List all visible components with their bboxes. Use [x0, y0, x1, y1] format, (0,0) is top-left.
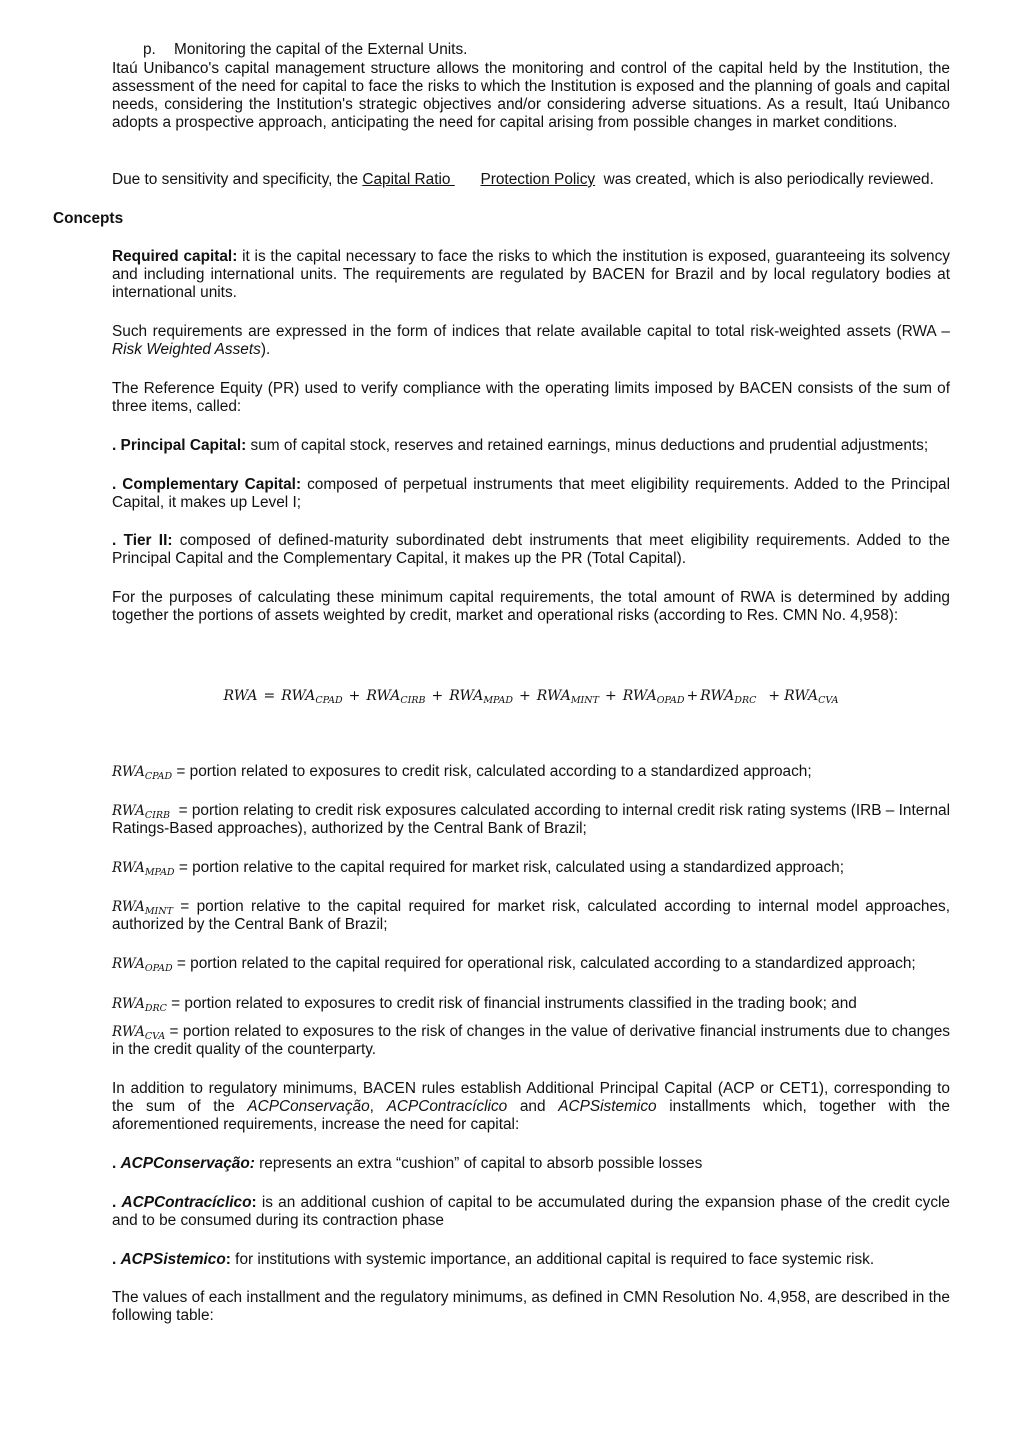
acp-sistemico-term: ACPSistemico [120, 1251, 226, 1268]
rwa-formula [0, 687, 1012, 705]
policy-text-before: Due to sensitivity and specificity, the [112, 171, 363, 188]
required-capital-text: it is the capital necessary to face the risks to which the institution is exposed, guaranteeing its solvency and including international units. The requirements are regulated by BACEN for Brazil and by local regulatory bodies at international units. [112, 248, 950, 301]
formula-lhs: RWA [223, 688, 258, 704]
purposes-paragraph: For the purposes of calculating these minimum capital requirements, the total amount of RWA is determined by adding together the portions of assets weighted by credit, market and operational risks (according to Res. CMN No. 4,958): [112, 589, 950, 624]
definition-cva [112, 1023, 950, 1059]
acp-sistemico-colon: : [225, 1251, 231, 1268]
formula-plus: + [686, 688, 699, 704]
formula-plus: + [431, 688, 444, 704]
acp-contraciclico-text: is an additional cushion of capital to be accumulated during the expansion phase of the credit cycle and to be consumed during its contraction phase [112, 1194, 950, 1229]
definition-mpad [112, 859, 950, 877]
definition-drc [112, 995, 950, 1013]
definition-mpad-text: = portion relative to the capital required for market risk, calculated using a standardized approach; [174, 859, 844, 876]
indices-text: Such requirements are expressed in the form of indices that relate available capital to total risk-weighted assets (RWA – [112, 323, 950, 340]
definition-cirb-text: = portion relating to credit risk exposures calculated according to internal credit risk rating systems (IRB – Internal Ratings-Based approaches), authorized by the Central Bank of Brazil; [112, 802, 955, 837]
definition-cpad-symbol: $RWA_{CPAD}$ [112, 764, 173, 782]
acp-sistemico-text: for institutions with systemic importance, an additional capital is required to face systemic risk. [230, 1251, 875, 1268]
additional-acp-conservacao: ACPConservação [247, 1098, 370, 1115]
definition-mpad-symbol: $RWA_{MPAD}$ [112, 860, 175, 878]
formula-plus: + [348, 688, 361, 704]
definition-mint-text: = portion relative to the capital required for market risk, calculated according to internal model approaches, authorized by the Central Bank of Brazil; [112, 898, 950, 933]
acp-sistemico-dot: . [112, 1251, 121, 1268]
tier2-text: composed of defined-maturity subordinated debt instruments that meet eligibility requirements. Added to the Principal Capital and the Complementary Capital, it makes up the PR (Total Capital). [112, 532, 950, 567]
acp-conservacao-paragraph [112, 1155, 950, 1173]
formula-plus: + [604, 688, 617, 704]
definition-opad [112, 955, 950, 973]
formula-term-mpad: $RWA_{MPAD}$ [449, 688, 514, 706]
additional-sep-2: and [507, 1098, 559, 1115]
definition-cva-symbol: $RWA_{CVA}$ [112, 1024, 166, 1042]
reference-equity-paragraph: The Reference Equity (PR) used to verify compliance with the operating limits imposed by BACEN consists of the sum of three items, called: [112, 380, 950, 415]
definition-mint [112, 898, 950, 934]
additional-acp-contraciclico: ACPContracíclico [386, 1098, 508, 1115]
acp-contraciclico-colon: : [251, 1194, 257, 1211]
acp-contraciclico-dot: . [112, 1194, 122, 1211]
definition-cirb-symbol: $RWA_{CIRB}$ [112, 803, 170, 821]
concepts-heading: Concepts [53, 210, 124, 227]
tier2-term: . Tier II: [112, 532, 173, 549]
complementary-capital-term: . Complementary Capital: [112, 476, 302, 493]
definition-mint-symbol: $RWA_{MINT}$ [112, 899, 173, 917]
indices-italic: Risk Weighted Assets [112, 341, 261, 358]
formula-term-drc: $RWA_{DRC}$ [700, 688, 757, 706]
complementary-capital-text: composed of perpetual instruments that meet eligibility requirements. Added to the Principal Capital, it makes up Level I; [112, 476, 950, 511]
acp-conservacao-term: ACPConservação: [120, 1155, 255, 1172]
policy-link-part1[interactable]: Capital Ratio [362, 171, 451, 188]
acp-conservacao-text: represents an extra “cushion” of capital to absorb possible losses [254, 1155, 703, 1172]
additional-acp-sistemico: ACPSistemico [558, 1098, 657, 1115]
acp-contraciclico-term: ACPContracíclico [121, 1194, 252, 1211]
indices-end: ). [260, 341, 271, 358]
intro-paragraph: Itaú Unibanco's capital management structure allows the monitoring and control of the capital held by the Institution, the assessment of the need for capital to face the risks to which the Institution is exposed and the planning of goals and capital needs, considering the Institution's strategic objectives and/or considering adverse situations. As a result, Itaú Unibanco adopts a prospective approach, anticipating the need for capital arising from possible changes in market conditions. [112, 60, 950, 131]
additional-capital-paragraph [112, 1080, 950, 1134]
definition-drc-text: = portion related to exposures to credit risk of financial instruments classified in the trading book; and [166, 995, 857, 1012]
acp-conservacao-dot: . [112, 1155, 121, 1172]
complementary-capital-paragraph [112, 476, 950, 512]
policy-link-part2[interactable]: Protection Policy [480, 171, 596, 188]
formula-term-opad: $RWA_{OPAD}$ [622, 688, 685, 706]
tier2-paragraph [112, 532, 950, 568]
definition-drc-symbol: $RWA_{DRC}$ [112, 996, 167, 1014]
principal-capital-text: sum of capital stock, reserves and retained earnings, minus deductions and prudential adjustments; [246, 437, 929, 454]
list-item-p [143, 41, 467, 59]
definition-opad-text: = portion related to the capital required for operational risk, calculated according to a standardized approach; [172, 955, 916, 972]
definition-cpad [112, 763, 950, 781]
principal-capital-term: . Principal Capital: [112, 437, 247, 454]
formula-term-cpad: $RWA_{CPAD}$ [281, 688, 343, 706]
formula-term-cirb: $RWA_{CIRB}$ [366, 688, 426, 706]
policy-link[interactable] [362, 171, 595, 188]
additional-sep-1: , [369, 1098, 387, 1115]
additional-text-1: In addition to regulatory minimums, BACEN rules establish Additional Principal Capital (ACP or CET1), corresponding to the sum of the [112, 1080, 950, 1115]
formula-term-cva: $RWA_{CVA}$ [784, 688, 839, 706]
list-item-text: Monitoring the capital of the External Units. [174, 41, 468, 58]
required-capital-term: Required capital: [112, 248, 238, 265]
list-marker: p. [143, 41, 156, 58]
indices-paragraph [112, 323, 950, 359]
formula-term-mint: $RWA_{MINT}$ [536, 688, 599, 706]
acp-contraciclico-paragraph [112, 1194, 950, 1230]
principal-capital-paragraph [112, 437, 950, 455]
policy-paragraph [112, 171, 950, 189]
definition-opad-symbol: $RWA_{OPAD}$ [112, 956, 173, 974]
definition-cva-text: = portion related to exposures to the risk of changes in the value of derivative financial instruments due to changes in the credit quality of the counterparty. [112, 1023, 950, 1058]
definition-cirb [112, 802, 955, 838]
acp-sistemico-paragraph [112, 1251, 950, 1269]
formula-plus: + [519, 688, 531, 704]
required-capital-paragraph [112, 248, 950, 302]
policy-link-gap [450, 171, 480, 189]
additional-text-2: installments which, together with the aforementioned requirements, increase the need for capital: [112, 1098, 950, 1133]
definition-cpad-text: = portion related to exposures to credit risk, calculated according to a standardized approach; [172, 763, 812, 780]
formula-plus: + [768, 688, 781, 704]
values-paragraph: The values of each installment and the regulatory minimums, as defined in CMN Resolution No. 4,958, are described in the following table: [112, 1289, 950, 1324]
policy-text-after: was created, which is also periodically reviewed. [595, 171, 934, 188]
formula-equals: = [263, 688, 276, 704]
